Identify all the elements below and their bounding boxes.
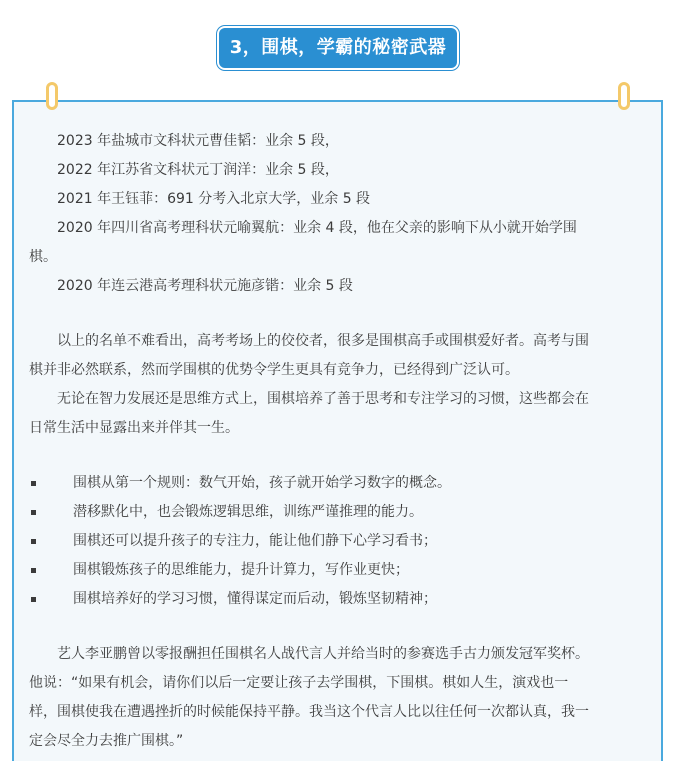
spacer bbox=[29, 614, 649, 640]
binder-pin-right-icon bbox=[618, 82, 630, 110]
benefit-list-item bbox=[29, 556, 649, 585]
spacer bbox=[29, 443, 649, 469]
square-bullet-icon bbox=[31, 539, 36, 544]
article-body bbox=[29, 127, 649, 756]
paragraph-line: 无论在智力发展还是思维方式上，围棋培养了善于思考和专注学习的习惯，这些都会在 bbox=[57, 391, 589, 407]
benefit-text: 围棋从第一个规则：数气开始，孩子就开始学习数字的概念。 bbox=[73, 475, 451, 491]
benefit-list-item bbox=[29, 585, 649, 614]
quote-line: 艺人李亚鹏曾以零报酬担任围棋名人战代言人并给当时的参赛选手古力颁发冠军奖杯。 bbox=[57, 646, 589, 662]
benefit-text: 围棋培养好的学习习惯，懂得谋定而后动，锻炼坚韧精神； bbox=[73, 591, 437, 607]
quote-line: 定会尽全力去推广围棋。” bbox=[29, 733, 184, 749]
square-bullet-icon bbox=[31, 481, 36, 486]
section-title: 3，围棋，学霸的秘密武器 bbox=[219, 28, 457, 68]
achiever-line: 2022 年江苏省文科状元丁润洋：业余 5 段， bbox=[57, 162, 339, 178]
quote-line: 他说：“如果有机会，请你们以后一定要让孩子去学围棋，下围棋。棋如人生，演戏也一 bbox=[29, 675, 569, 691]
paragraph-line: 日常生活中显露出来并伴其一生。 bbox=[29, 420, 239, 436]
paragraph-line: 棋并非必然联系，然而学围棋的优势令学生更具有竞争力，已经得到广泛认可。 bbox=[29, 362, 519, 378]
achiever-line: 2023 年盐城市文科状元曹佳韬：业余 5 段， bbox=[57, 133, 339, 149]
benefit-text: 围棋锻炼孩子的思维能力，提升计算力，写作业更快； bbox=[73, 562, 409, 578]
achiever-line: 2020 年连云港高考理科状元施彦锴：业余 5 段 bbox=[57, 278, 353, 294]
achiever-line: 2021 年王钰菲：691 分考入北京大学，业余 5 段 bbox=[57, 191, 371, 207]
benefit-text: 潜移默化中，也会锻炼逻辑思维，训练严谨推理的能力。 bbox=[73, 504, 423, 520]
square-bullet-icon bbox=[31, 510, 36, 515]
benefit-list-item bbox=[29, 498, 649, 527]
benefit-list-item bbox=[29, 469, 649, 498]
spacer bbox=[29, 301, 649, 327]
benefit-text: 围棋还可以提升孩子的专注力，能让他们静下心学习看书； bbox=[73, 533, 437, 549]
achiever-line-continued: 棋。 bbox=[29, 249, 57, 265]
quote-line: 样，围棋使我在遭遇挫折的时候能保持平静。我当这个代言人比以往任何一次都认真，我一 bbox=[29, 704, 589, 720]
binder-pin-left-icon bbox=[46, 82, 58, 110]
achiever-line: 2020 年四川省高考理科状元喻翼航：业余 4 段，他在父亲的影响下从小就开始学围 bbox=[57, 220, 577, 236]
paragraph-line: 以上的名单不难看出，高考考场上的佼佼者，很多是围棋高手或围棋爱好者。高考与围 bbox=[57, 333, 589, 349]
benefit-list-item bbox=[29, 527, 649, 556]
square-bullet-icon bbox=[31, 597, 36, 602]
square-bullet-icon bbox=[31, 568, 36, 573]
